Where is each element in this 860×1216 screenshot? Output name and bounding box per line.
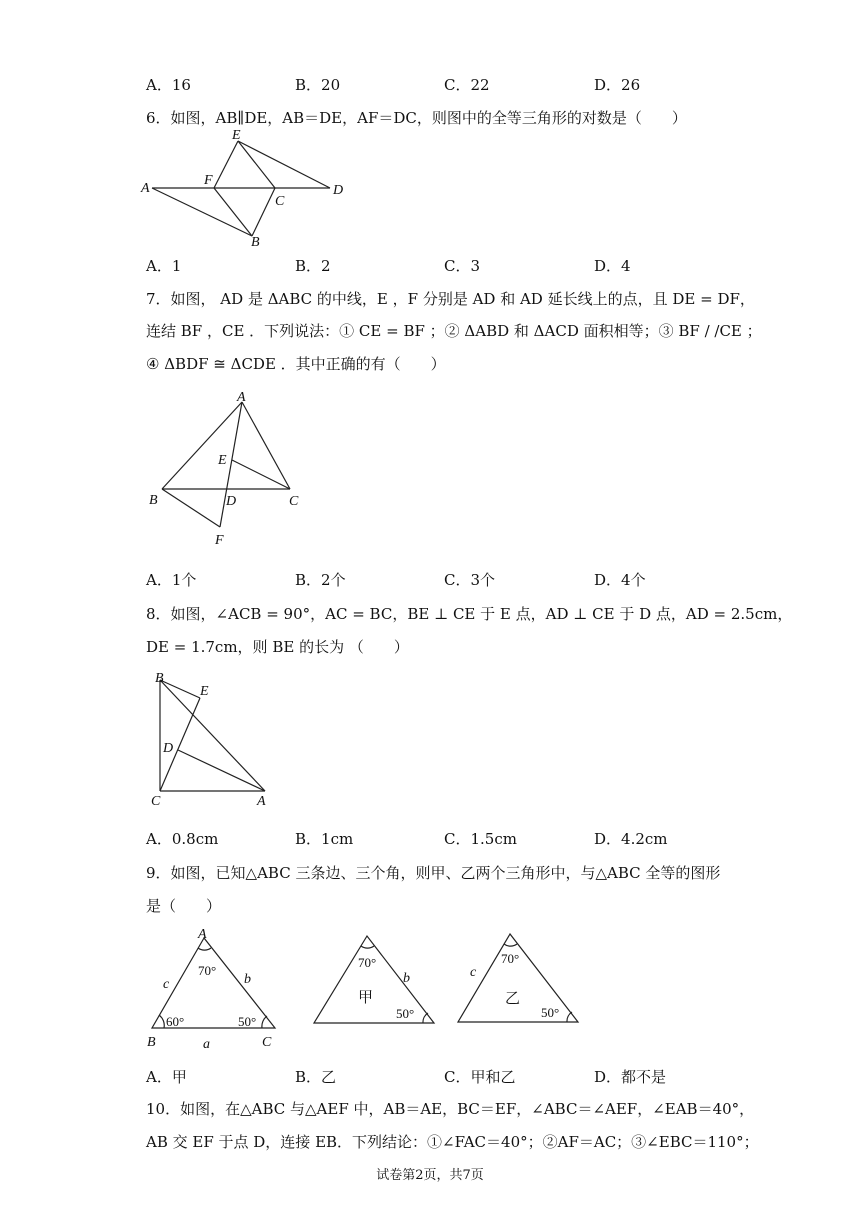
q5-option-c[interactable]: C．22 [444,76,490,94]
q8-option-b[interactable]: B．1cm [295,830,354,848]
q9-abc-side-c: c [163,977,170,992]
q6-option-a[interactable]: A．1 [146,257,182,275]
q8-label-a: A [257,794,266,809]
q9-yi-angle-2: 50° [541,1005,560,1020]
q8-option-c[interactable]: C．1.5cm [444,830,517,848]
q6-figure [140,128,350,248]
q9-abc-label-c: C [262,1035,272,1050]
q6-label-b: B [251,235,260,248]
q6-stem: 6．如图，AB∥DE，AB＝DE，AF＝DC，则图中的全等三角形的对数是（ ） [146,109,687,127]
q7-label-d: D [226,494,237,509]
q7-label-e: E [218,453,227,468]
q8-stem-line2: DE = 1.7cm，则 BE 的长为 （ ） [146,638,409,656]
q6-label-e: E [232,128,241,143]
q9-option-b[interactable]: B．乙 [295,1068,337,1086]
q6-label-a: A [141,181,150,196]
q9-yi-angle-1: 70° [501,951,520,966]
q9-abc-label-a: A [198,927,207,942]
q7-stem-line3: ④ ΔBDF ≅ ΔCDE ．其中正确的有（ ） [146,355,446,373]
q9-jia-name: 甲 [358,988,374,1006]
q9-figure-jia [305,926,445,1030]
q7-figure [140,388,320,548]
q7-stem-line1: 7．如图， AD 是 ΔABC 的中线，E ，F 分别是 AD 和 AD 延长线上的点，且 DE = DF， [146,290,755,308]
q9-yi-name: 乙 [505,989,521,1007]
q10-stem-line2: AB 交 EF 于点 D，连接 EB．下列结论：①∠FAC＝40°；②AF＝AC；③∠EBC＝110°； [146,1133,759,1151]
q10-stem-line1: 10．如图，在△ABC 与△AEF 中，AB＝AE，BC＝EF，∠ABC＝∠AEF，∠EAB＝40°， [146,1100,755,1118]
q9-jia-angle-2: 50° [396,1006,415,1021]
q9-abc-label-b: B [147,1035,156,1050]
page-footer: 试卷第2页，共7页 [376,1168,484,1183]
q9-jia-angle-1: 70° [358,955,377,970]
q9-abc-side-b: b [244,972,251,987]
q6-label-d: D [333,183,344,198]
q7-label-c: C [289,494,299,509]
q9-stem-line1: 9．如图，已知△ABC 三条边、三个角，则甲、乙两个三角形中，与△ABC 全等的图形 [146,864,721,882]
q7-option-a[interactable]: A．1个 [146,571,197,589]
q8-option-a[interactable]: A．0.8cm [146,830,219,848]
q9-yi-side: c [470,965,477,980]
q7-option-d[interactable]: D．4个 [594,571,646,589]
q5-option-d[interactable]: D．26 [594,76,641,94]
q6-option-b[interactable]: B．2 [295,257,331,275]
q6-option-d[interactable]: D．4 [594,257,631,275]
q8-label-d: D [163,741,174,756]
q6-option-c[interactable]: C．3 [444,257,481,275]
q7-option-b[interactable]: B．2个 [295,571,346,589]
q9-stem-line2: 是（ ） [146,897,222,915]
q9-abc-angle-b: 60° [166,1014,185,1029]
q7-stem-line2: 连结 BF ，CE ．下列说法：① CE = BF ；② ΔABD 和 ΔACD 面积相等；③ BF / /CE ； [146,322,762,340]
q9-figure-yi [450,926,590,1030]
q9-abc-angle-c: 50° [238,1014,257,1029]
q6-label-f: F [204,173,213,188]
q7-option-c[interactable]: C．3个 [444,571,496,589]
q8-label-c: C [151,794,161,809]
q9-option-d[interactable]: D．都不是 [594,1068,667,1086]
q8-label-e: E [200,684,209,699]
q7-label-f: F [215,533,224,548]
q9-figure-abc [140,926,290,1052]
q6-label-c: C [275,194,285,209]
q9-option-a[interactable]: A．甲 [146,1068,187,1086]
q8-option-d[interactable]: D．4.2cm [594,830,668,848]
q9-abc-angle-a: 70° [198,963,217,978]
q7-label-a: A [237,390,246,405]
q9-option-c[interactable]: C．甲和乙 [444,1068,516,1086]
q8-stem-line1: 8．如图，∠ACB = 90°，AC = BC，BE ⊥ CE 于 E 点，AD ⊥ CE 于 D 点，AD = 2.5cm， [146,605,793,623]
q9-abc-side-a: a [203,1037,210,1052]
q7-label-b: B [149,493,158,508]
q5-option-a[interactable]: A．16 [146,76,191,94]
q5-option-b[interactable]: B．20 [295,76,341,94]
q8-figure [140,668,290,810]
q9-jia-side: b [403,971,410,986]
q8-label-b: B [155,671,164,686]
